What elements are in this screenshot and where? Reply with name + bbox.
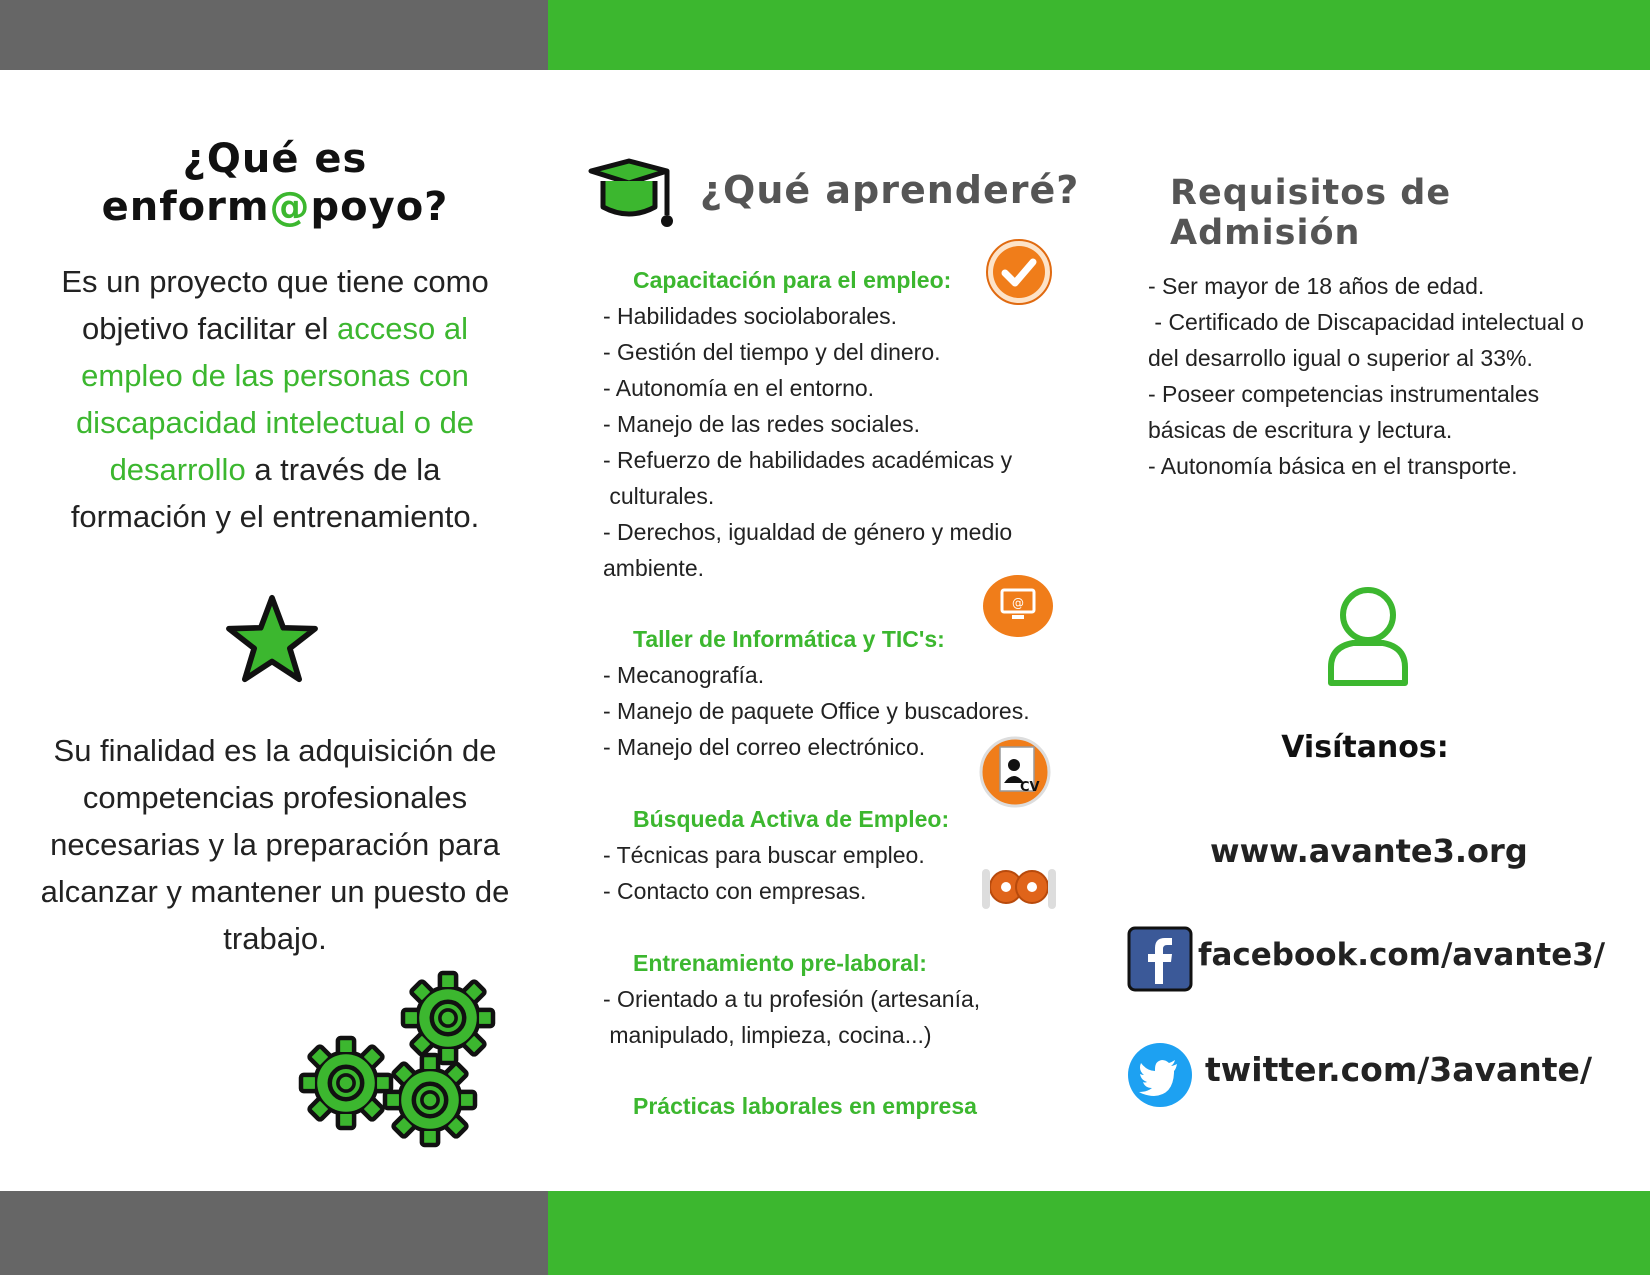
requirements-list (1148, 268, 1608, 484)
list-item: - Refuerzo de habilidades académicas y (603, 447, 1013, 473)
list-item: - Certificado de Discapacidad intelectual o del desarrollo igual o superior al 33%. (1148, 309, 1591, 371)
title-at: @ (269, 184, 311, 230)
section-heading: Búsqueda Activa de Empleo: (633, 806, 950, 832)
visit-label: Visítanos: (1281, 730, 1449, 765)
section-heading: Capacitación para el empleo: (633, 267, 952, 293)
title-pre: enform (101, 184, 270, 230)
list-item: - Manejo del correo electrónico. (603, 734, 926, 760)
list-item: - Orientado a tu profesión (artesanía, (603, 986, 981, 1012)
list-item: - Autonomía básica en el transporte. (1148, 453, 1518, 479)
top-band-green (548, 0, 1650, 70)
top-band (0, 0, 1650, 70)
list-item: - Habilidades sociolaborales. (603, 303, 898, 329)
list-item: manipulado, limpieza, cocina...) (603, 1022, 932, 1048)
col3-title: Requisitos de Admisión (1170, 173, 1452, 253)
col1-title-line2 (60, 183, 490, 231)
col1-intro (40, 258, 510, 540)
col1-title-line1: ¿Qué es (182, 136, 368, 182)
title-post: poyo? (310, 184, 449, 230)
bottom-band (0, 1191, 1650, 1275)
list-item: - Técnicas para buscar empleo. (603, 842, 925, 868)
intro-text-a: Es un proyecto que tiene como objetivo facilitar el (61, 264, 489, 346)
user-icon (1325, 585, 1411, 689)
facebook-icon[interactable] (1127, 926, 1193, 992)
check-badge-icon (985, 238, 1053, 308)
list-item: ambiente. (603, 555, 705, 581)
list-item: - Mecanografía. (603, 662, 765, 688)
section-heading: Entrenamiento pre-laboral: (633, 950, 927, 976)
bottom-band-green (548, 1191, 1650, 1275)
gears-icon (290, 965, 500, 1153)
website-link[interactable]: www.avante3.org (1210, 832, 1528, 870)
svg-text:CV: CV (1020, 780, 1040, 795)
svg-text:@: @ (1012, 596, 1024, 610)
section-heading: Prácticas laborales en empresa (633, 1093, 977, 1119)
star-icon (225, 594, 319, 684)
col1-final: Su finalidad es la adquisición de competencias profesionales necesarias y la preparación para alcanzar y mantener un puesto de trabajo. (40, 733, 510, 956)
top-band-gray (0, 0, 548, 70)
twitter-icon[interactable] (1127, 1042, 1193, 1108)
twitter-link[interactable]: twitter.com/3avante/ (1205, 1050, 1592, 1089)
section-heading: Taller de Informática y TIC's: (633, 626, 945, 652)
list-item: - Manejo de paquete Office y buscadores. (603, 698, 1030, 724)
list-item: - Derechos, igualdad de género y medio (603, 519, 1013, 545)
graduation-cap-icon (583, 155, 675, 235)
section-practicas (603, 1088, 1073, 1124)
cv-document-icon (978, 735, 1052, 809)
col2-title: ¿Qué aprenderé? (700, 168, 1080, 212)
list-item: culturales. (603, 483, 715, 509)
col1-title (60, 135, 490, 231)
intro-text-b: a través de la formación y el entrenamiento. (70, 452, 480, 534)
section-entrenamiento (603, 945, 1073, 1053)
list-item: - Autonomía en el entorno. (603, 375, 875, 401)
list-item: - Poseer competencias instrumentales básicas de escritura y lectura. (1148, 381, 1540, 443)
list-item: - Manejo de las redes sociales. (603, 411, 921, 437)
section-capacitacion (603, 262, 1073, 586)
list-item: - Ser mayor de 18 años de edad. (1148, 273, 1485, 299)
list-item: - Gestión del tiempo y del dinero. (603, 339, 941, 365)
facebook-link[interactable]: facebook.com/avante3/ (1198, 937, 1606, 973)
intro-text-green: acceso al empleo de las personas con discapacidad intelectual o de desarrollo (75, 311, 475, 487)
bottom-band-gray (0, 1191, 548, 1275)
computer-email-icon (983, 575, 1053, 637)
handshake-gears-icon (978, 855, 1060, 923)
list-item: - Contacto con empresas. (603, 878, 867, 904)
